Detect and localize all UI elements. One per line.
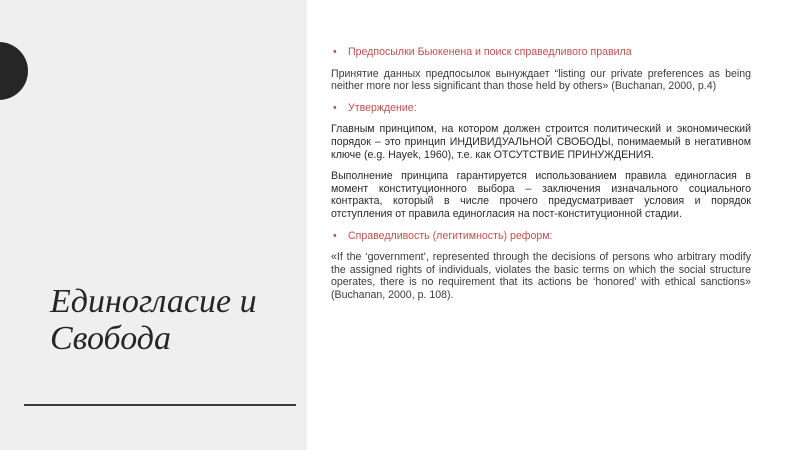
title-underline: [24, 404, 296, 406]
paragraph-government-quote: «If the ‘government’, represented through the decisions of persons who arbitrary modify the assigned rights of individuals, violates the basic terms on which the social structure operates, there is no requirement that its actions be ‘honored’ with ethical sanctions» (Buchanan, 2000, p. 108).: [331, 251, 751, 301]
decorative-circle: [0, 42, 28, 100]
slide-title-line-2: Свобода: [50, 320, 171, 357]
bullet-legitimacy: • Справедливость (легитимность) реформ:: [331, 230, 751, 243]
title-panel: [0, 0, 307, 450]
bullet-premises: • Предпосылки Бьюкенена и поиск справедливого правила: [331, 46, 751, 59]
bullet-statement: • Утверждение:: [331, 102, 751, 115]
paragraph-main-principle: Главным принципом, на котором должен строится политический и экономический порядок – это принцип ИНДИВИДУАЛЬНОЙ СВОБОДЫ, понимаемый в негативном ключе (e.g. Hayek, 1960), т.е. как ОТСУТСТВИЕ ПРИНУЖДЕНИЯ.: [331, 123, 751, 161]
paragraph-unanimity-rule: Выполнение принципа гарантируется использованием правила единогласия в момент конституционного выбора – заключения изначального социального контракта, который в числе прочего предусматривает условия и порядок отступления от правила единогласия на пост-конституционной стадии.: [331, 170, 751, 220]
slide-title: [50, 283, 300, 357]
paragraph-premises-quote: Принятие данных предпосылок вынуждает “listing our private preferences as being neither more nor less significant than those held by others» (Buchanan, 2000, p.4): [331, 67, 751, 93]
slide-body: [331, 46, 751, 311]
slide-title-line-1: Единогласие и: [50, 283, 257, 320]
